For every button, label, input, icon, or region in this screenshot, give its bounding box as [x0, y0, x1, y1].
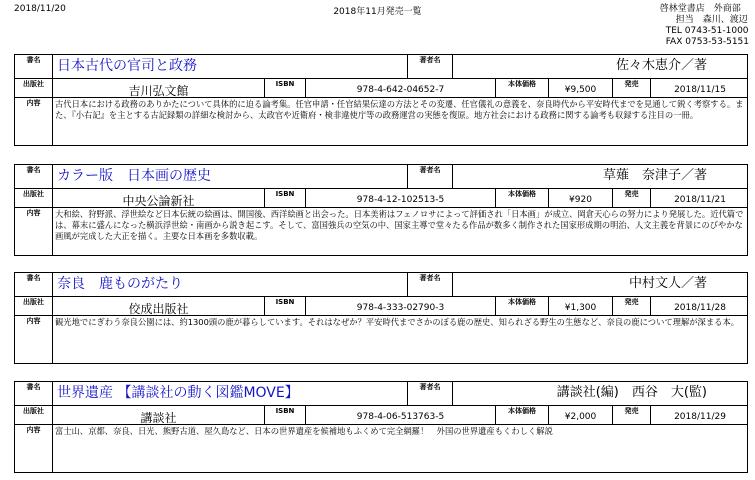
- content-label: 内容: [15, 98, 53, 146]
- book-publisher: 佼成出版社: [53, 297, 265, 315]
- publisher-label: 出版社: [15, 79, 53, 97]
- publisher-label: 出版社: [15, 189, 53, 207]
- book-entry: [14, 272, 748, 364]
- author-label: 著者名: [408, 273, 453, 296]
- book-description: 富士山、京都、奈良、日光、熊野古道、屋久島など、日本の世界遺産を候補地もふくめて完全網羅！ 外国の世界遺産もくわしく解説: [55, 426, 553, 436]
- book-release-date: 2018/11/15: [674, 85, 726, 95]
- publisher-label: 出版社: [15, 297, 53, 315]
- price-label: 本体価格: [496, 297, 549, 315]
- book-entry: [14, 164, 748, 256]
- title-label: 書名: [15, 382, 53, 405]
- price-label: 本体価格: [496, 189, 549, 207]
- book-publisher: 講談社: [53, 406, 265, 424]
- author-label: 著者名: [408, 165, 453, 188]
- release-label: 発売: [613, 297, 651, 315]
- book-price: ¥9,500: [549, 79, 613, 97]
- author-label: 著者名: [408, 382, 453, 405]
- store-tel: TEL 0743-51-1000: [665, 26, 749, 36]
- price-label: 本体価格: [496, 406, 549, 424]
- book-author: 中村文人／著: [628, 276, 707, 291]
- book-isbn: 978-4-333-02790-3: [306, 297, 496, 315]
- book-price: ¥920: [549, 189, 613, 207]
- book-isbn: 978-4-12-102513-5: [306, 189, 496, 207]
- book-price: ¥2,000: [549, 406, 613, 424]
- book-publisher: 中央公論新社: [53, 189, 265, 207]
- isbn-label: ISBN: [265, 406, 306, 424]
- book-entry: [14, 381, 748, 473]
- book-title: 奈良 鹿ものがたり: [53, 273, 408, 296]
- author-label: 著者名: [408, 55, 453, 78]
- book-author: 講談社(編) 西谷 大(監): [556, 385, 707, 400]
- title-label: 書名: [15, 273, 53, 296]
- book-description: 大和絵、狩野派、浮世絵など日本伝統の絵画は、開国後、西洋絵画と出会った。日本美術はフェノロサによって評価され「日本画」が成立、岡倉天心らの努力により発展した。近代篇では、幕末に盛んになった横浜浮世絵・南画から説き起こす。そして、富国強兵の空気の中、国家主導で堂々たる作品が数多く制作された国家形成期の明治、人文主義を背景にのびやかな画風が完成した大正を描く。主要な日本画を多数収載。: [55, 209, 744, 241]
- book-title: カラー版 日本画の歴史: [53, 165, 408, 188]
- book-price: ¥1,300: [549, 297, 613, 315]
- book-author: 草薙 奈津子／著: [602, 168, 707, 183]
- store-fax: FAX 0753-53-5151: [665, 37, 749, 47]
- book-title: 世界遺産 【講談社の動く図鑑MOVE】: [53, 382, 408, 405]
- title-label: 書名: [15, 165, 53, 188]
- release-label: 発売: [613, 189, 651, 207]
- book-author: 佐々木恵介／著: [615, 58, 707, 73]
- content-label: 内容: [15, 425, 53, 473]
- book-release-date: 2018/11/21: [674, 195, 726, 205]
- release-label: 発売: [613, 79, 651, 97]
- book-release-date: 2018/11/28: [674, 303, 726, 313]
- store-info: [660, 4, 749, 48]
- isbn-label: ISBN: [265, 297, 306, 315]
- print-date: 2018/11/20: [14, 4, 66, 14]
- book-release-date: 2018/11/29: [674, 412, 726, 422]
- isbn-label: ISBN: [265, 189, 306, 207]
- page-title: 2018年11月発売一覧: [333, 7, 422, 17]
- price-label: 本体価格: [496, 79, 549, 97]
- release-label: 発売: [613, 406, 651, 424]
- title-label: 書名: [15, 55, 53, 78]
- staff-names: 担当 森川、渡辺: [675, 15, 748, 25]
- book-publisher: 吉川弘文館: [53, 79, 265, 97]
- content-label: 内容: [15, 208, 53, 256]
- book-description: 観光地でにぎわう奈良公園には、約1300頭の鹿が暮らしています。それはなぜか？平安時代までさかのぼる鹿の歴史、知られざる野生の生態など、奈良の鹿について理解が深まる本。: [55, 317, 740, 327]
- book-title: 日本古代の官司と政務: [53, 55, 408, 78]
- book-description: 古代日本における政務のありかたについて具体的に迫る論考集。任官申請・任官結果伝達の方法とその変遷、任官儀礼の意義を、奈良時代から平安時代までを見通して鋭く考察する。また、『小右記』を主とする古記録類の詳細な検討から、太政官や近衛府・検非違使庁等の政務運営の実態を復原。地方社会における政務に関する論考も収録する注目の一冊。: [55, 99, 744, 120]
- content-label: 内容: [15, 316, 53, 364]
- isbn-label: ISBN: [265, 79, 306, 97]
- book-isbn: 978-4-06-513763-5: [306, 406, 496, 424]
- book-isbn: 978-4-642-04652-7: [306, 79, 496, 97]
- book-entry: [14, 54, 748, 146]
- store-name: 啓林堂書店 外商部: [659, 4, 741, 14]
- publisher-label: 出版社: [15, 406, 53, 424]
